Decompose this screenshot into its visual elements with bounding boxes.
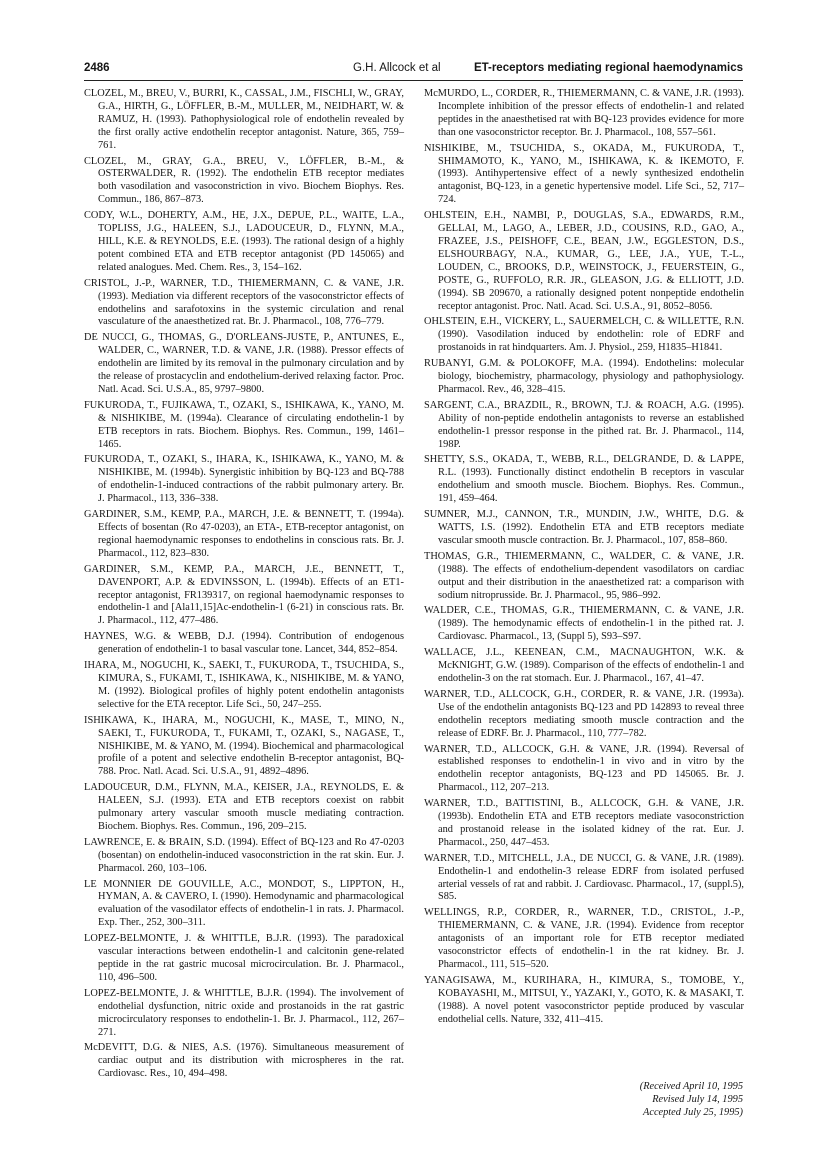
- reference-entry: YANAGISAWA, M., KURIHARA, H., KIMURA, S., TOMOBE, Y., KOBAYASHI, M., MITSUI, Y., YAZAKI, Y., GOTO, K. & MASAKI, T. (1988). A novel potent vasoconstrictor peptide produced by vascular endothelial cells. Nature, 332, 411–415.: [424, 974, 744, 1025]
- reference-entry: CODY, W.L., DOHERTY, A.M., HE, J.X., DEPUE, P.L., WAITE, L.A., TOPLISS, J.G., HALEEN, S.J., LADOUCEUR, D., FLYNN, M.A., HILL, K.E. & REYNOLDS, E.E. (1993). The rational design of a highly potent combined ETA and ETB receptor antagonist (PD 145065) and related analogues. Med. Chem. Res., 3, 154–162.: [84, 210, 404, 273]
- reference-entry: RUBANYI, G.M. & POLOKOFF, M.A. (1994). Endothelins: molecular biology, biochemistry, pharmacology, physiology and pathophysiology. Pharmacol. Rev., 46, 328–415.: [424, 358, 744, 395]
- reference-entry: McMURDO, L., CORDER, R., THIEMERMANN, C. & VANE, J.R. (1993). Incomplete inhibition of the pressor effects of endothelin-1 and related peptides in the anaesthetised rat with BQ-123 provides evidence for more than one vasoconstrictor receptor. Br. J. Pharmacol., 108, 557–561.: [424, 88, 744, 138]
- reference-entry: SHETTY, S.S., OKADA, T., WEBB, R.L., DELGRANDE, D. & LAPPE, R.L. (1993). Functionally distinct endothelin B receptors in vascular endothelium and smooth muscle. Biochem. Biophys. Res. Commun., 191, 459–464.: [424, 454, 744, 505]
- references-right-column: [424, 88, 744, 1027]
- reference-entry: LE MONNIER DE GOUVILLE, A.C., MONDOT, S., LIPPTON, H., HYMAN, A. & CAVERO, I. (1990). Hemodynamic and pharmacological evaluation of the vasodilator effects of endothelin-1 in rats. J. Pharmacol. Exp. Ther., 252, 300–311.: [84, 878, 404, 929]
- reference-entry: DE NUCCI, G., THOMAS, G., D'ORLEANS-JUSTE, P., ANTUNES, E., WALDER, C., WARNER, T.D. & VANE, J.R. (1988). Pressor effects of endothelin are limited by its removal in the pulmonary circulation and by the release of prostacyclin and endothelium-derived relaxing factor. Proc. Natl. Acad. Sci. U.S.A., 85, 9797–9800.: [84, 332, 404, 395]
- reference-entry: LOPEZ-BELMONTE, J. & WHITTLE, B.J.R. (1994). The involvement of endothelial dysfunction, nitric oxide and prostanoids in the rat gastric microcirculatory responses to endothelin-1. Br. J. Pharmacol., 112, 267–271.: [84, 987, 404, 1038]
- reference-entry: GARDINER, S.M., KEMP, P.A., MARCH, J.E., BENNETT, T., DAVENPORT, A.P. & EDVINSSON, L. (1994b). Effects of an ET1-receptor antagonist, FR139317, on regional haemodynamic responses to endothelin-1 and [Ala11,15]Ac-endothelin-1 (6-21) in conscious rats. Br. J. Pharmacol., 112, 477–486.: [84, 563, 404, 627]
- reference-entry: IHARA, M., NOGUCHI, K., SAEKI, T., FUKURODA, T., TSUCHIDA, S., KIMURA, S., FUKAMI, T., ISHIKAWA, K., NISHIKIBE, M. & YANO, M. (1992). Biological profiles of highly potent endothelin antagonists selective for the ETA receptor. Life Sci., 50, 247–255.: [84, 660, 404, 710]
- reference-entry: NISHIKIBE, M., TSUCHIDA, S., OKADA, M., FUKURODA, T., SHIMAMOTO, K., YANO, M., ISHIKAWA, K. & IKEMOTO, F. (1993). Antihypertensive effect of a newly synthesized endothelin antagonist, BQ-123, in a genetic hypertensive model. Life Sci., 52, 717–724.: [424, 142, 744, 206]
- reference-entry: McDEVITT, D.G. & NIES, A.S. (1976). Simultaneous measurement of cardiac output and its distribution with microspheres in the rat. Cardiovasc. Res., 10, 494–498.: [84, 1042, 404, 1080]
- reference-entry: CRISTOL, J.-P., WARNER, T.D., THIEMERMANN, C. & VANE, J.R. (1993). Mediation via different receptors of the vasoconstrictor effects of endothelins and sarafotoxins in the systemic circulation and renal vasculature of the anaesthetized rat. Br. J. Pharmacol., 108, 776–779.: [84, 277, 404, 328]
- reference-entry: FUKURODA, T., OZAKI, S., IHARA, K., ISHIKAWA, K., YANO, M. & NISHIKIBE, M. (1994b). Synergistic inhibition by BQ-123 and BQ-788 of endothelin-1-induced contractions of the rabbit pulmonary artery. Br. J. Pharmacol., 113, 336–338.: [84, 454, 404, 505]
- reference-entry: CLOZEL, M., BREU, V., BURRI, K., CASSAL, J.M., FISCHLI, W., GRAY, G.A., HIRTH, G., LÖFFLER, B.-M., MULLER, M., NEIDHART, W. & RAMUZ, H. (1993). Pathophysiological role of endothelin revealed by the first orally active endothelin receptor antagonist. Nature, 365, 759–761.: [84, 88, 404, 151]
- reference-entry: FUKURODA, T., FUJIKAWA, T., OZAKI, S., ISHIKAWA, K., YANO, M. & NISHIKIBE, M. (1994a). Clearance of circulating endothelin-1 by ETB receptors in rats. Biochem. Biophys. Res. Commun., 199, 1461–1465.: [84, 399, 404, 450]
- running-title: ET-receptors mediating regional haemodynamics: [473, 62, 743, 74]
- page-number: 2486: [84, 62, 110, 74]
- reference-entry: WARNER, T.D., ALLCOCK, G.H. & VANE, J.R. (1994). Reversal of established responses to endothelin-1 in vivo and in vitro by the endothelin receptor antagonists, BQ-123 and PD 145065. Br. J. Pharmacol., 112, 207–213.: [424, 743, 744, 794]
- revised-date: Revised July 14, 1995: [652, 1094, 743, 1105]
- reference-entry: LADOUCEUR, D.M., FLYNN, M.A., KEISER, J.A., REYNOLDS, E. & HALEEN, S.J. (1993). ETA and ETB receptors coexist on rabbit pulmonary artery vascular smooth muscle mediating contraction. Biochem. Biophys. Res. Commun., 196, 209–215.: [84, 782, 404, 832]
- reference-entry: WELLINGS, R.P., CORDER, R., WARNER, T.D., CRISTOL, J.-P., THIEMERMANN, C. & VANE, J.R. (1994). Evidence from receptor antagonists of an important role for ETB receptor mediated vasoconstrictor effects of endothelin-1 in the rat kidney. Br. J. Pharmacol., 111, 515–520.: [424, 907, 744, 970]
- header-rule: [84, 80, 743, 81]
- reference-entry: WALLACE, J.L., KEENEAN, C.M., MACNAUGHTON, W.K. & McKNIGHT, G.W. (1989). Comparison of the effects of endothelin-1 and endothelin-3 on the rat stomach. Eur. J. Pharmacol., 167, 41–47.: [424, 647, 744, 684]
- accepted-date: Accepted July 25, 1995): [643, 1107, 743, 1118]
- reference-entry: WARNER, T.D., BATTISTINI, B., ALLCOCK, G.H. & VANE, J.R. (1993b). Endothelin ETA and ETB receptors mediate vasoconstriction and prostanoid release in the isolated kidney of the rat. Eur. J. Pharmacol., 250, 447–453.: [424, 798, 744, 848]
- reference-entry: ISHIKAWA, K., IHARA, M., NOGUCHI, K., MASE, T., MINO, N., SAEKI, T., FUKURODA, T., FUKAMI, T., OZAKI, S., NAGASE, T., NISHIKIBE, M. & YANO, M. (1994). Biochemical and pharmacological profile of a potent and selective endothelin B-receptor antagonist, BQ-788. Proc. Natl. Acad. Sci. U.S.A., 91, 4892–4896.: [84, 714, 404, 778]
- references-left-column: [84, 88, 404, 1081]
- reference-entry: WARNER, T.D., ALLCOCK, G.H., CORDER, R. & VANE, J.R. (1993a). Use of the endothelin antagonists BQ-123 and PD 142893 to reveal three endothelin receptors mediating smooth muscle contraction and the release of EDRF. Br. J. Pharmacol., 110, 777–782.: [424, 688, 744, 739]
- reference-entry: WALDER, C.E., THOMAS, G.R., THIEMERMANN, C. & VANE, J.R. (1989). The hemodynamic effects of endothelin-1 in the pithed rat. J. Cardiovasc. Pharmacol., 13, (Suppl 5), S93–S97.: [424, 605, 744, 643]
- received-date: (Received April 10, 1995: [639, 1081, 743, 1092]
- reference-entry: CLOZEL, M., GRAY, G.A., BREU, V., LÖFFLER, B.-M., & OSTERWALDER, R. (1992). The endothelin ETB receptor mediates both vasodilation and vasoconstriction in vivo. Biochem Biophys. Res. Commun., 186, 867–873.: [84, 155, 404, 206]
- reference-entry: OHLSTEIN, E.H., VICKERY, L., SAUERMELCH, C. & WILLETTE, R.N. (1990). Vasodilation induced by endothelin: role of EDRF and prostanoids in rat hindquarters. Am. J. Physiol., 259, H1835–H1841.: [424, 316, 744, 354]
- reference-entry: SUMNER, M.J., CANNON, T.R., MUNDIN, J.W., WHITE, D.G. & WATTS, I.S. (1992). Endothelin ETA and ETB receptors mediate vascular smooth muscle contraction. Br. J. Pharmacol., 107, 858–860.: [424, 509, 744, 546]
- reference-entry: THOMAS, G.R., THIEMERMANN, C., WALDER, C. & VANE, J.R. (1988). The effects of endothelium-dependent vasodilators on cardiac output and their distribution in the anaesthetized rat: a comparison with sodium nitroprusside. Br. J. Pharmacol., 95, 986–992.: [424, 550, 744, 601]
- reference-entry: LAWRENCE, E. & BRAIN, S.D. (1994). Effect of BQ-123 and Ro 47-0203 (bosentan) on endothelin-induced vasoconstriction in the rat skin. Eur. J. Pharmacol. 260, 103–106.: [84, 836, 404, 874]
- running-header: [84, 57, 743, 79]
- reference-entry: WARNER, T.D., MITCHELL, J.A., DE NUCCI, G. & VANE, J.R. (1989). Endothelin-1 and endothelin-3 release EDRF from isolated perfused arterial vessels of rat and rabbit. J. Cardiovasc. Pharmacol., 17, (suppl.5), S85.: [424, 852, 744, 903]
- reference-entry: OHLSTEIN, E.H., NAMBI, P., DOUGLAS, S.A., EDWARDS, R.M., GELLAI, M., LAGO, A., LEBER, J.D., COUSINS, R.D., GAO, A., FRAZEE, J.S., PEISHOFF, C.E., BEAN, J.W., EGGLESTON, D.S., ELSHOURBAGY, N.A., KUMAR, G., LEE, J.A., YUE, T.-L., LOUDEN, C., BROOKS, D.P., WEINSTOCK, J., FEUERSTEIN, G., POSTE, G., RUFFOLO, R.R. JR., GLEASON, J.G. & ELLIOTT, J.D. (1994). SB 209670, a rationally designed potent nonpeptide endothelin receptor antagonist. Proc. Natl. Acad. Sci. U.S.A., 91, 8052–8056.: [424, 210, 744, 312]
- reference-entry: LOPEZ-BELMONTE, J. & WHITTLE, B.J.R. (1993). The paradoxical vascular interactions between endothelin-1 and calcitonin gene-related peptide in the rat gastric mucosal microcirculation. Br. J. Pharmacol., 110, 496–500.: [84, 933, 404, 983]
- manuscript-dates: [640, 1080, 743, 1119]
- reference-entry: HAYNES, W.G. & WEBB, D.J. (1994). Contribution of endogenous generation of endothelin-1 to basal vascular tone. Lancet, 344, 852–854.: [84, 631, 404, 656]
- reference-entry: SARGENT, C.A., BRAZDIL, R., BROWN, T.J. & ROACH, A.G. (1995). Ability of non-peptide endothelin antagonists to reverse an established endothelin-1 pressor response in the pithed rat. Br. J. Pharmacol., 114, 198P.: [424, 399, 744, 450]
- header-authors: G.H. Allcock et al: [353, 62, 441, 74]
- reference-entry: GARDINER, S.M., KEMP, P.A., MARCH, J.E. & BENNETT, T. (1994a). Effects of bosentan (Ro 47-0203), an ETA-, ETB-receptor antagonist, on regional haemodynamic responses to endothelins in conscious rats. Br. J. Pharmacol., 112, 823–830.: [84, 509, 404, 559]
